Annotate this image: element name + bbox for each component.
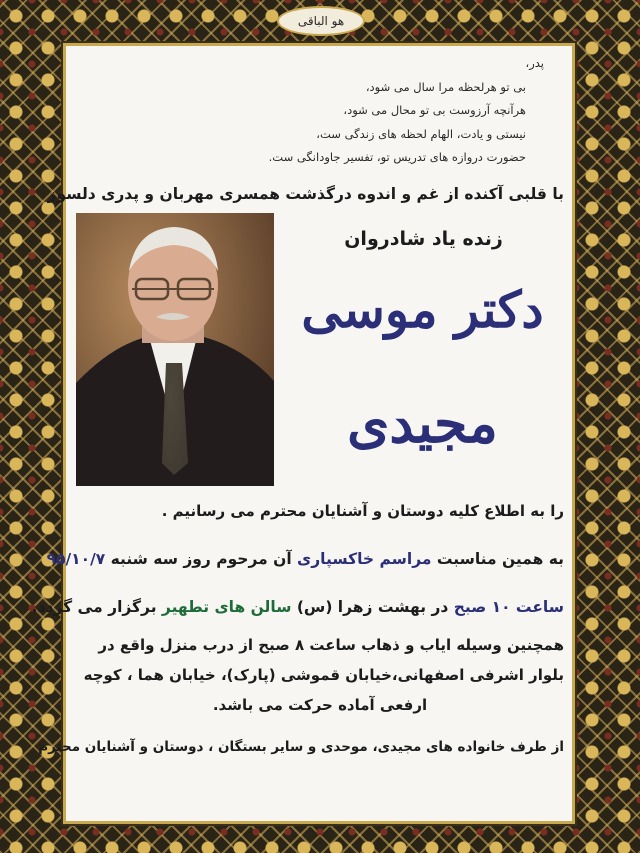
lead-line: با قلبی آکنده از غم و اندوه درگذشت همسری مهربان و پدری دلسوز (47, 185, 564, 203)
ceremony-place: سالن های تطهیر (161, 598, 292, 616)
header-medallion (277, 6, 365, 36)
poem-line: نیستی و یادت، الهام لحظه های زندگی ست، (316, 126, 526, 141)
deceased-name-line2: مجیدی (347, 391, 498, 455)
body-line-2 (46, 542, 564, 576)
deceased-name-line1: دکتر موسی (301, 280, 544, 339)
body-line-4: همچنین وسیله ایاب و ذهاب ساعت ۸ صبح از درب منزل واقع در (98, 636, 564, 654)
medallion-text: هو الباقی (297, 14, 345, 28)
announcement-body (31, 494, 564, 762)
body-line-6: ارفعی آماده حرکت می باشد. (212, 696, 428, 714)
body-line-1: را به اطلاع کلیه دوستان و آشنایان محترم می رسانیم . (161, 502, 564, 520)
body-line-3 (31, 590, 564, 624)
poem-line: حضورت دروازه های تدریس تو، تفسیر جاودانگی ست. (268, 150, 526, 164)
poem-line: هرآنچه آرزوست بی تو محال می شود، (343, 103, 526, 117)
portrait-photo (76, 213, 274, 486)
poem-line: پدر، (525, 56, 544, 70)
body-line-3-mid: در بهشت زهرا (س) (291, 598, 454, 616)
body-line-5: بلوار اشرفی اصفهانی،خیابان قموشی (پارک)، خیابان هما ، کوچه (83, 666, 564, 684)
body-line-3-end: برگزار می گردد. (31, 598, 162, 616)
subtitle: زنده یاد شادروان (344, 228, 503, 250)
body-line-2-suffix: آن مرحوم روز سه شنبه (105, 550, 298, 568)
body-line-2-prefix: به همین مناسبت (431, 550, 564, 568)
poem-line: بی تو هرلحظه مرا سال می شود، (365, 79, 526, 94)
portrait-illustration (76, 213, 274, 486)
ceremony-time: ساعت ۱۰ صبح (453, 598, 564, 616)
burial-ceremony-highlight: مراسم خاکسپاری (297, 550, 432, 568)
footer-signature: از طرف خانواده های مجیدی، موحدی و سایر بستگان ، دوستان و آشنایان محترم (38, 739, 564, 755)
ceremony-date: ۹۵/۱۰/۷ (46, 550, 106, 568)
poem-block (124, 52, 544, 170)
